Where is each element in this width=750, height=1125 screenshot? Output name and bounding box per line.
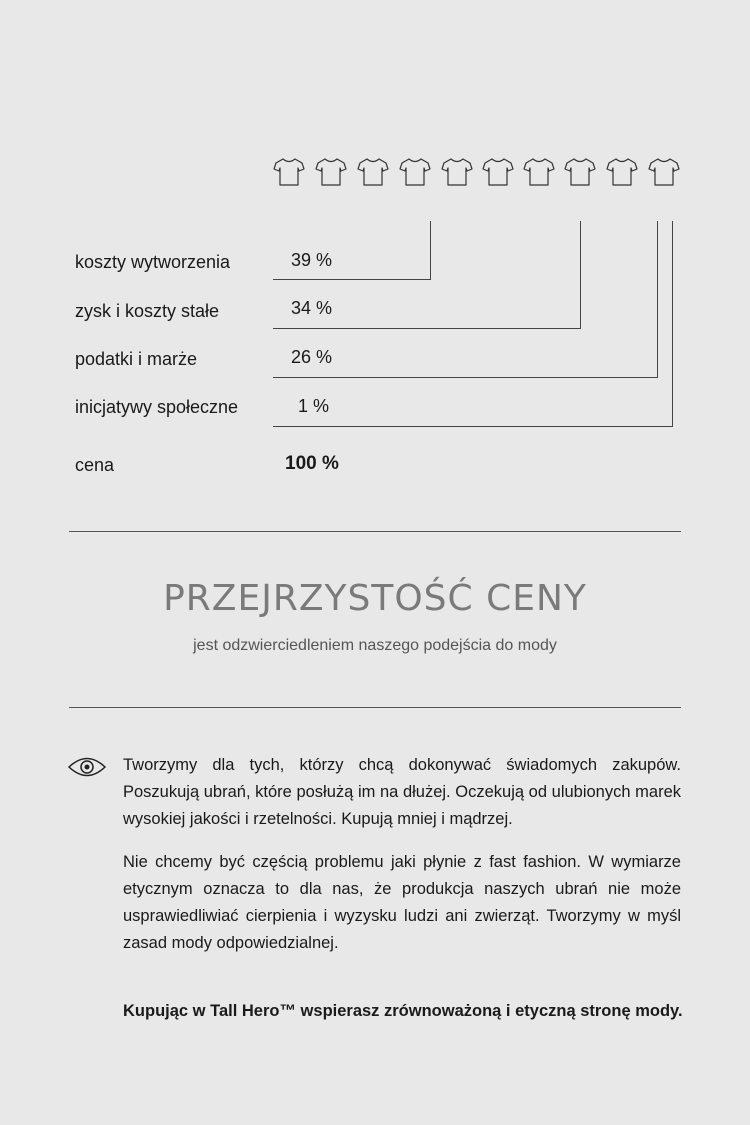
connector-line <box>672 221 673 427</box>
section-title: PRZEJRZYSTOŚĆ CENY <box>163 578 587 619</box>
tshirt-icon <box>481 155 515 189</box>
row-value-social: 1 % <box>298 396 330 416</box>
connector-line <box>273 279 431 280</box>
row-value-total: 100 % <box>285 453 339 474</box>
tshirt-icon <box>398 155 432 189</box>
connector-line <box>580 221 581 329</box>
row-value-profit: 34 % <box>291 298 333 318</box>
row-label-production: koszty wytworzenia <box>75 252 231 272</box>
connector-line <box>273 328 581 329</box>
connector-line <box>273 377 658 378</box>
section-subtitle: jest odzwierciedleniem naszego podejścia do mody <box>193 637 557 654</box>
row-label-total: cena <box>75 455 115 475</box>
tshirt-icon <box>563 155 597 189</box>
row-label-social: inicjatywy społeczne <box>75 397 239 417</box>
connector-line <box>273 426 673 427</box>
tshirt-icon <box>272 155 306 189</box>
eye-icon <box>68 756 106 778</box>
tshirt-icon <box>522 155 556 189</box>
divider-top <box>69 531 681 532</box>
tshirt-icon <box>647 155 681 189</box>
tshirt-icon <box>356 155 390 189</box>
row-label-profit: zysk i koszty stałe <box>75 301 220 321</box>
connector-line <box>657 221 658 378</box>
body-paragraph-1: Tworzymy dla tych, którzy chcą dokonywać świadomych zakupów. Poszukują ubrań, które posłużą im na dłużej. Oczekują od ulubionych marek wysokiej jakości i rzetelności. Kupują mniej i mądrzej. <box>123 756 681 828</box>
divider-bottom <box>69 707 681 708</box>
row-value-taxes: 26 % <box>291 347 333 367</box>
row-label-taxes: podatki i marże <box>75 349 198 369</box>
tshirt-icon <box>605 155 639 189</box>
connector-line <box>430 221 431 280</box>
body-paragraph-2: Nie chcemy być częścią problemu jaki płynie z fast fashion. W wymiarze etycznym oznacza to dla nas, że produkcja naszych ubrań nie może usprawiedliwiać cierpienia i wyzysku ludzi ani zwierząt. Tworzymy w myśl zasad mody odpowiedzialnej. <box>123 853 681 952</box>
row-value-production: 39 % <box>291 250 333 270</box>
tshirt-icon <box>440 155 474 189</box>
tshirt-icon <box>314 155 348 189</box>
closing-statement: Kupując w Tall Hero™ wspierasz zrównoważoną i etyczną stronę mody. <box>123 1002 683 1020</box>
